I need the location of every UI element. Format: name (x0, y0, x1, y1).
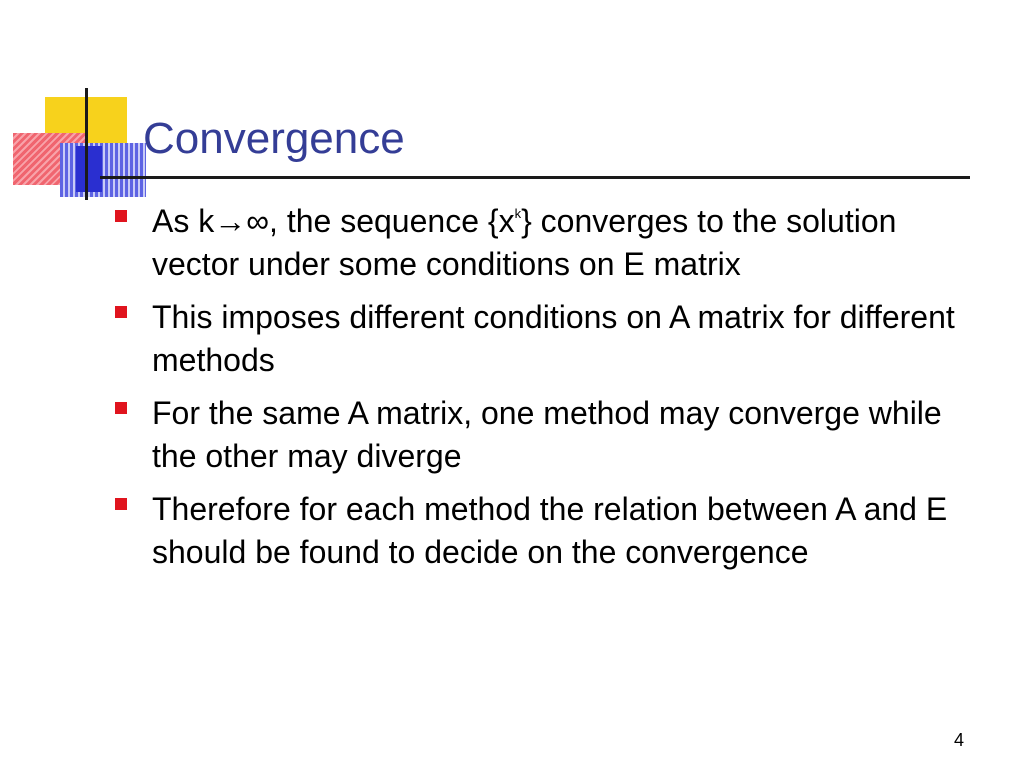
bullet-square-icon (115, 498, 127, 510)
page-number: 4 (953, 730, 964, 750)
bullet-item (110, 296, 990, 382)
bullet-square-icon (115, 210, 127, 222)
bullet-text-mid: , the sequence {x (269, 203, 515, 239)
superscript-k: k (514, 206, 522, 221)
bullet-text: Therefore for each method the relation between A and E should be found to decide on the convergence (152, 491, 948, 570)
bullet-item (110, 392, 990, 478)
bullet-item (110, 200, 990, 286)
vertical-line-decoration (85, 88, 88, 200)
bullet-item (110, 488, 990, 574)
blue-square-decoration (76, 146, 102, 192)
bullet-square-icon (115, 402, 127, 414)
slide-title: Convergence (143, 114, 405, 163)
bullet-square-icon (115, 306, 127, 318)
bullet-text: This imposes different conditions on A matrix for different methods (152, 299, 955, 378)
bullet-text: For the same A matrix, one method may converge while the other may diverge (152, 395, 942, 474)
arrow-infinity-symbol: →∞ (214, 203, 270, 239)
bullet-text-post: } converges to the solution vector under some conditions on E matrix (152, 203, 897, 282)
bullet-text-pre: As k (152, 203, 215, 239)
bullet-list (110, 200, 990, 584)
title-underline (100, 176, 970, 179)
blue-striped-decoration (60, 143, 146, 197)
